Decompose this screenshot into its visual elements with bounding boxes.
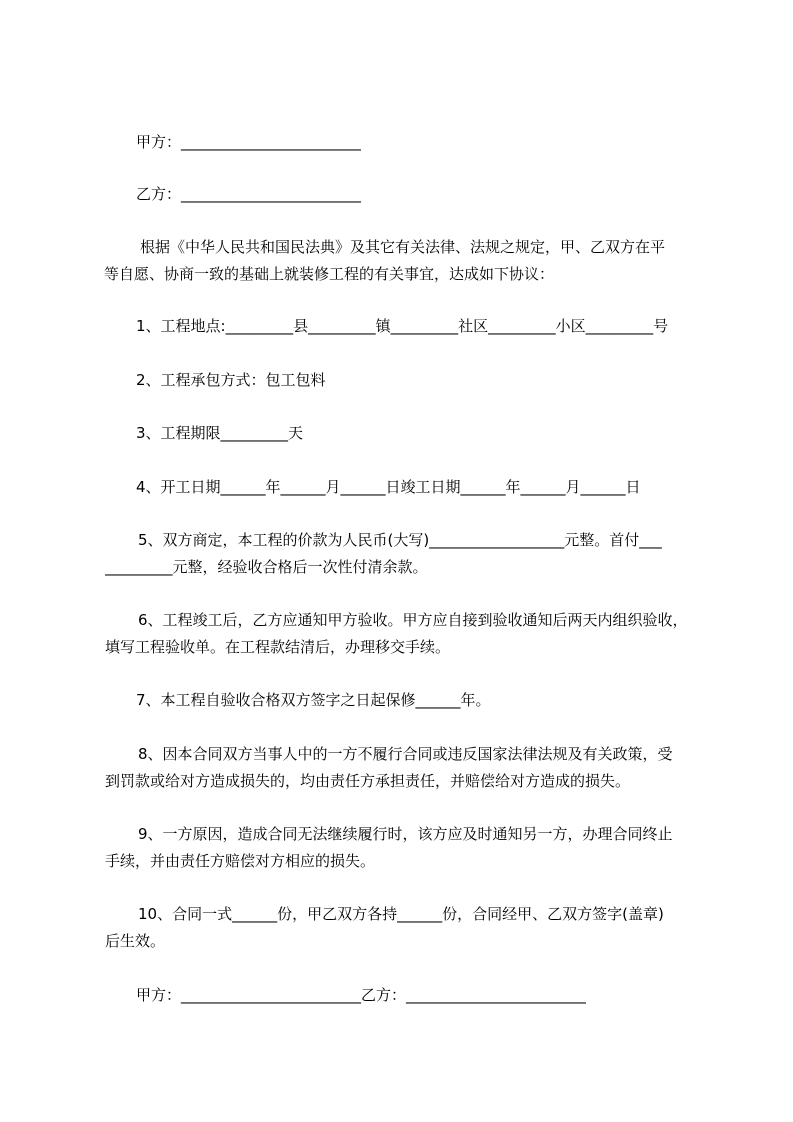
preamble-line-2: 等自愿、协商一致的基础上就装修工程的有关事宜，达成如下协议： <box>104 265 555 283</box>
clause-5-line-2: _________元整，经验收合格后一次性付清余款。 <box>105 558 428 576</box>
clause-7: 7、本工程自验收合格双方签字之日起保修______年。 <box>136 691 491 709</box>
clause-9-line-2: 手续，并由责任方赔偿对方相应的损失。 <box>105 852 376 870</box>
clause-9-line-1: 9、一方原因，造成合同无法继续履行时，该方应及时通知另一方，办理合同终止 <box>138 825 673 843</box>
clause-3: 3、工程期限_________天 <box>136 424 304 442</box>
preamble-line-1: 根据《中华人民共和国民法典》及其它有关法律、法规之规定，甲、乙双方在平 <box>140 238 666 256</box>
clause-10-line-2: 后生效。 <box>105 932 166 950</box>
clause-4: 4、开工日期______年______月______日竣工日期______年______月______日 <box>136 478 641 496</box>
clause-10-line-1: 10、合同一式______份，甲乙双方各持______份，合同经甲、乙双方签字(盖章) <box>138 905 664 923</box>
party-a-line: 甲方：________________________ <box>136 133 362 151</box>
clause-5-line-1: 5、双方商定，本工程的价款为人民币(大写)__________________元整。首付___ <box>138 531 662 549</box>
clause-1: 1、工程地点:_________县_________镇_________社区_________小区_________号 <box>136 317 669 335</box>
clause-6-line-1: 6、工程竣工后，乙方应通知甲方验收。甲方应自接到验收通知后两天内组织验收， <box>138 611 688 629</box>
signature-line: 甲方：________________________乙方：________________________ <box>136 986 587 1004</box>
clause-6-line-2: 填写工程验收单。在工程款结清后，办理移交手续。 <box>105 638 451 656</box>
clause-8-line-1: 8、因本合同双方当事人中的一方不履行合同或违反国家法律法规及有关政策，受 <box>138 745 673 763</box>
clause-8-line-2: 到罚款或给对方造成损失的，均由责任方承担责任，并赔偿给对方造成的损失。 <box>105 772 631 790</box>
party-b-line: 乙方：________________________ <box>136 185 362 203</box>
clause-2: 2、工程承包方式：包工包料 <box>136 371 326 389</box>
